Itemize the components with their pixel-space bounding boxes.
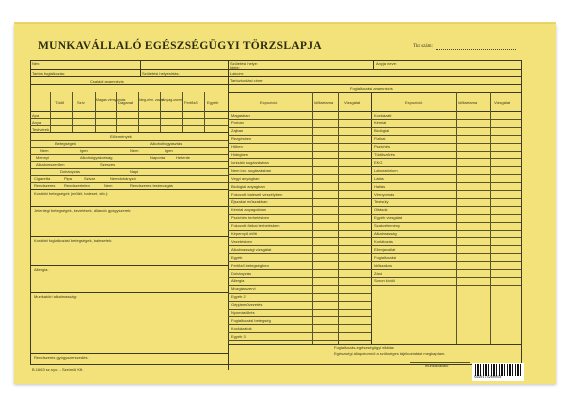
row-divider xyxy=(228,119,371,120)
residence-label: Tartózkodási címe: xyxy=(230,78,264,83)
barcode-bars xyxy=(475,364,521,376)
exposure-row-label: Allergia xyxy=(231,278,245,284)
regular-label: Rendszeres xyxy=(34,183,56,188)
row-divider xyxy=(228,253,371,254)
per-day-label: Napi xyxy=(130,169,139,174)
col-tumor: Daganat xyxy=(118,100,134,105)
exposure-row-label: Egyéb vizsgálat xyxy=(374,215,403,221)
dur-col-left: Időtartama xyxy=(314,100,334,105)
row-divider xyxy=(371,237,521,238)
dur-col-right: Időtartama xyxy=(458,100,478,105)
exposure-row-label: Fizikai xyxy=(374,136,386,142)
exposure-row-label: Testsúly xyxy=(374,199,389,205)
row-divider xyxy=(371,174,521,175)
illness-title: Betegségek xyxy=(55,141,77,146)
medication-field[interactable]: Rendszeres gyógyszerszedés: xyxy=(34,355,89,360)
alcohol-yes: Igen xyxy=(165,148,173,153)
row-divider xyxy=(371,158,521,159)
fitness-field[interactable]: Munkaköri alkalmasság: xyxy=(34,294,77,299)
irregular-label: Rendszertelen xyxy=(64,183,90,188)
row-divider xyxy=(228,143,371,144)
exposure-row-label: Alkalmassági vizsgálat xyxy=(231,246,272,252)
occupational-history-title: Foglalkozási anamnézis xyxy=(350,86,393,91)
exposure-row-label: Foglalkozási xyxy=(374,254,397,260)
exam-col-right: Vizsgálat xyxy=(494,100,511,105)
col-lung: Tüdő xyxy=(55,100,65,105)
row-divider xyxy=(371,119,521,120)
row-divider xyxy=(371,143,521,144)
exposure-row-label: Képernyő előtt xyxy=(231,231,257,236)
care-label: Foglalkozás-egészségügyi ellátás xyxy=(334,345,394,350)
pipe-label: Pipa xyxy=(64,176,73,181)
barcode-number: 5990174200058 xyxy=(474,376,502,380)
exposure-row-label: Biológiai xyxy=(374,128,390,134)
exposure-row-label: Magasban xyxy=(231,112,250,118)
alcohol-no: Nem xyxy=(130,148,139,153)
allergy-field[interactable]: Allergia: xyxy=(34,267,49,272)
exposure-row-label: Pszichés terhelésben xyxy=(231,215,270,221)
occupation-label: Tartós foglalkozás: xyxy=(32,71,66,76)
mother-name-label: Anyja neve: xyxy=(376,61,397,66)
address-label: Lakcím: xyxy=(230,71,245,76)
daily-label: Naponta xyxy=(150,155,166,160)
name-label: Név: xyxy=(32,61,41,66)
row-mother: Anya xyxy=(32,120,42,125)
printer-footer: B.1663 sz.nyo. - Szeimöl Kft. xyxy=(32,367,84,372)
exposure-row-label: Korlátozás xyxy=(374,238,393,244)
exposure-row-label: Kémiai anyagokban xyxy=(231,207,267,213)
exp-col-left: Expozíció xyxy=(260,100,278,105)
exposure-row-label: Soron kívüli xyxy=(374,278,395,284)
exam-col-left: Vizsgálat xyxy=(344,100,361,105)
row-divider xyxy=(371,269,521,270)
row-divider xyxy=(228,340,371,341)
exposure-row-label: Nyomástűrés xyxy=(231,310,255,315)
exposure-row-label: Biológiai anyagban xyxy=(231,183,265,189)
row-divider xyxy=(228,293,371,294)
barcode xyxy=(472,363,524,381)
exposure-row-label: Szakvélemény xyxy=(374,223,401,229)
cigarette-label: Cigaretta xyxy=(34,176,51,181)
col-infectious: Fertőző xyxy=(184,100,198,105)
family-history-title: Családi anamnézis xyxy=(90,79,124,84)
serial-label: Tkt szám: xyxy=(413,44,433,49)
row-divider xyxy=(228,332,371,333)
exposure-row-label: Zajban xyxy=(231,128,244,134)
row-divider xyxy=(371,206,521,207)
cigar-label: Szivar xyxy=(84,176,96,181)
frequency-label: Alkoholgyakoriság xyxy=(80,155,113,160)
exposure-row-label: Vegyi anyagban xyxy=(231,175,260,181)
exposure-row-label: Mozgásszervi xyxy=(231,286,256,292)
birth-place-label: Születési helye: xyxy=(230,61,259,66)
col-other: Egyéb xyxy=(207,100,219,105)
row-divider xyxy=(371,127,521,128)
weekly-label: Hetente xyxy=(176,155,191,160)
col-metabolic: Anyag-csere xyxy=(162,98,183,102)
exposure-row-label: Éjszakai műszakban xyxy=(231,199,268,205)
exposure-row-label: Záró xyxy=(374,270,383,276)
exposure-row-label: EKG xyxy=(374,159,383,165)
exposure-row-label: Foglalkozási betegség xyxy=(231,317,271,323)
signature-label: munkavállaló xyxy=(425,363,449,368)
row-divider xyxy=(371,198,521,199)
exposure-row-label: Hőben xyxy=(231,144,243,150)
exposure-row-label: Fokozott baleseti veszélyben xyxy=(231,191,283,197)
nonsmoker-label: Nemdohányzó xyxy=(110,176,136,181)
birth-date-label: Ideje: xyxy=(230,65,240,70)
row-divider xyxy=(371,285,521,286)
exposure-row-label: Tüdőszűrés xyxy=(374,152,395,157)
consent-text: Egészségi állapotomról a szükséges tájékoztatást megkaptam. xyxy=(334,351,446,356)
exposure-row-label: Hidegben xyxy=(231,152,249,157)
birth-spelling-label: Születési helyesirtás: xyxy=(142,71,180,76)
col-hypertension: Magas vérnyomás xyxy=(96,98,126,102)
exposure-row-label: Oltások xyxy=(374,207,388,213)
alcohol-title: Alkoholfogyasztás xyxy=(150,141,183,146)
spirits-label: Szeszes xyxy=(100,162,116,167)
exposure-row-label: Nem ion. sugárzásban xyxy=(231,167,272,173)
exposure-row-label: Kémiai xyxy=(374,120,387,126)
exposure-row-label: Dohányzás xyxy=(231,270,252,276)
row-siblings: Testvérek xyxy=(32,127,50,132)
exposure-row-label: Vezetésben xyxy=(231,238,252,244)
exercise-label: Rendszeres testmozgás xyxy=(130,183,173,188)
previous-illness-field[interactable]: Korábbi betegségek (műtét, baleset, stb.): xyxy=(34,191,109,196)
exposure-row-label: Alkalmasság xyxy=(374,231,397,236)
exposure-row-label: Porban xyxy=(231,120,244,126)
exposure-row-label: Egyéb 3 xyxy=(231,333,246,339)
exposure-row-label: Rezgésben xyxy=(231,136,252,142)
current-illness-field[interactable]: Jelenlegi betegségek, kezelések, állandó gyógyszerek: xyxy=(34,208,132,213)
exposure-row-label: Látás xyxy=(374,175,384,181)
exposure-row-label: Ellenjavallat xyxy=(374,246,396,252)
exposure-row-label: Kockázati xyxy=(374,112,392,118)
row-divider xyxy=(228,277,371,278)
exposure-row-label: Ionizáló sugárzásban xyxy=(231,159,269,165)
illness-yes: Igen xyxy=(80,148,88,153)
row-divider xyxy=(228,127,371,128)
exposure-row-label: Egyéb xyxy=(231,254,243,260)
exposure-row-label: Vérnyomás xyxy=(374,191,395,197)
form-title: MUNKAVÁLLALÓ EGÉSZSÉGÜGYI TÖRZSLAPJA xyxy=(38,40,322,52)
exposure-row-label: Egyéb 2 xyxy=(231,294,246,300)
exposure-row-label: Laboratórium xyxy=(374,167,398,173)
row-divider xyxy=(228,151,371,152)
row-father: Apa xyxy=(32,113,40,118)
occasional-label: Alkalomszerűen xyxy=(36,162,65,167)
occupational-illness-field[interactable]: Korábbi foglalkozási betegségek, balesetek: xyxy=(34,238,113,243)
exp-col-right: Expozíció xyxy=(405,100,423,105)
amount-label: Mennyi xyxy=(36,155,49,160)
exposure-row-label: Időszakos xyxy=(374,262,393,268)
col-neuro: Ideg-elm. zavar xyxy=(139,98,164,102)
illness-no: Nem xyxy=(40,148,49,153)
exposure-row-label: Fokozott fizikai terhelésben xyxy=(231,223,280,229)
exposure-row-label: Fertőző betegségben xyxy=(231,262,269,268)
none-label: Nem xyxy=(104,183,113,188)
exposure-row-label: Pszichés xyxy=(374,144,391,150)
row-divider xyxy=(371,261,521,262)
exposure-row-label: Kockázatok xyxy=(231,325,252,331)
row-divider xyxy=(371,135,521,136)
history-title: Előzmények xyxy=(110,134,132,139)
col-heart: Szív xyxy=(77,100,85,105)
serial-field[interactable] xyxy=(436,49,516,50)
exposure-row-label: Gépjárművezetés xyxy=(231,302,263,308)
row-divider xyxy=(371,182,521,183)
exposure-row-label: Hallás xyxy=(374,183,386,189)
smoking-label: Dohányzás xyxy=(60,169,81,174)
